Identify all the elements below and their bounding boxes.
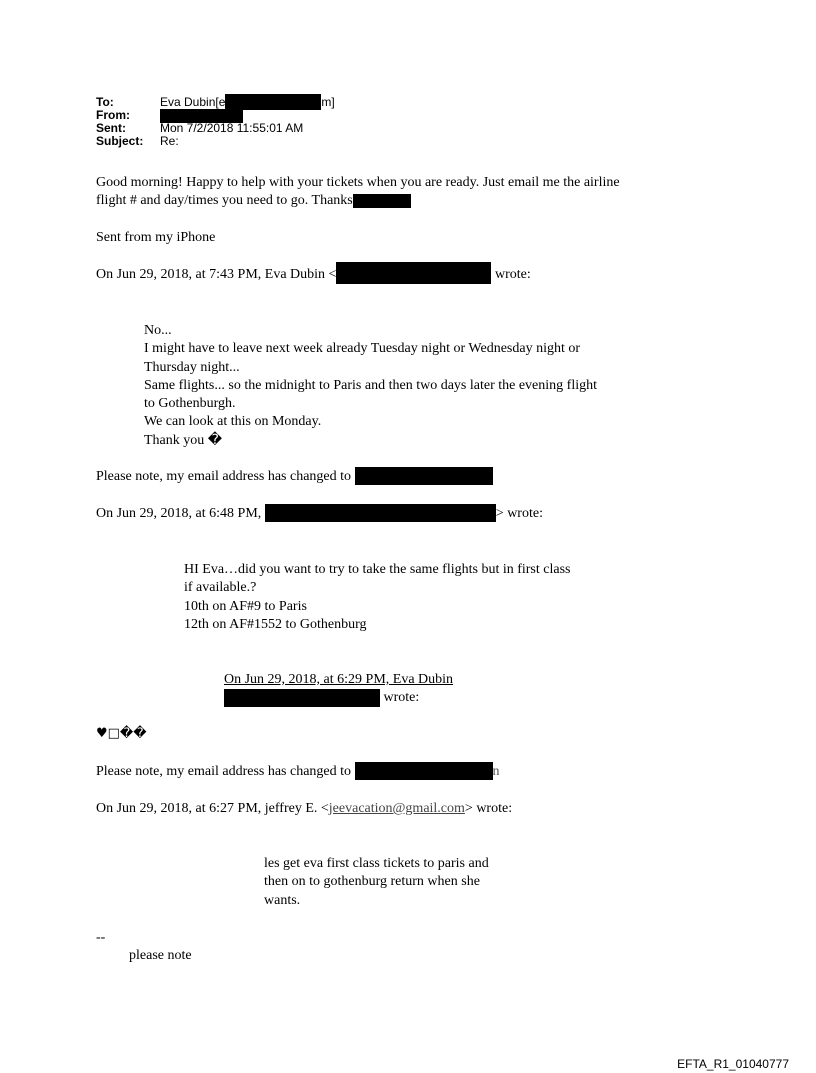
sent-label: Sent: <box>96 121 126 135</box>
agent-message: HI Eva…did you want to try to take the same flights but in first class if available.? 10th on AF#9 to Paris 12th on AF#1552 to Gothenburg <box>184 562 571 632</box>
reply-line-1: Good morning! Happy to help with your tickets when you are ready. Just email me the airline <box>96 175 620 190</box>
redaction-box <box>336 262 491 284</box>
redaction-box <box>355 467 493 485</box>
eva-message: No... I might have to leave next week already Tuesday night or Wednesday night or Thursday night... Same flights... so the midnight to Paris and then two days later the evening flight to Gothenburgh. We can look at this on Monday. Thank you � <box>144 323 597 448</box>
document-id: EFTA_R1_01040777 <box>677 1057 789 1071</box>
redaction-box <box>265 504 496 522</box>
to-name: Eva Dubin[e <box>160 95 226 109</box>
quote-header-3-line-2: wrote: <box>224 689 419 707</box>
email-change-note-2: Please note, my email address has changed to n <box>96 764 500 779</box>
to-label: To: <box>96 95 114 109</box>
quote-header-1: On Jun 29, 2018, at 7:43 PM, Eva Dubin < wrote: <box>96 266 531 284</box>
quote-header-4: On Jun 29, 2018, at 6:27 PM, jeffrey E. <jeevacation@gmail.com> wrote: <box>96 801 513 816</box>
jeffrey-message: les get eva first class tickets to paris and then on to gothenburg return when she wants. <box>264 856 489 908</box>
quote-header-2: On Jun 29, 2018, at 6:48 PM, > wrote: <box>96 506 543 521</box>
sent-value: Mon 7/2/2018 11:55:01 AM <box>160 121 304 135</box>
garbled-symbols: ♥□�� <box>96 726 147 741</box>
signature-iphone: Sent from my iPhone <box>96 230 216 245</box>
redaction-box <box>355 762 493 780</box>
subject-value: Re: <box>160 134 179 148</box>
redaction-box <box>224 689 380 707</box>
from-label: From: <box>96 108 130 122</box>
subject-label: Subject: <box>96 134 144 148</box>
redaction-box <box>225 94 321 110</box>
jeevacation-email-link[interactable]: jeevacation@gmail.com <box>328 801 465 816</box>
quote-header-3: On Jun 29, 2018, at 6:29 PM, Eva Dubin <box>224 672 454 687</box>
signature-separator: -- <box>96 930 106 945</box>
reply-line-2: flight # and day/times you need to go. Thanks <box>96 192 411 210</box>
redaction-box <box>353 194 411 208</box>
email-change-note-1: Please note, my email address has changed to <box>96 468 493 486</box>
signature-text: please note <box>129 948 192 963</box>
to-suffix: m] <box>321 95 335 109</box>
